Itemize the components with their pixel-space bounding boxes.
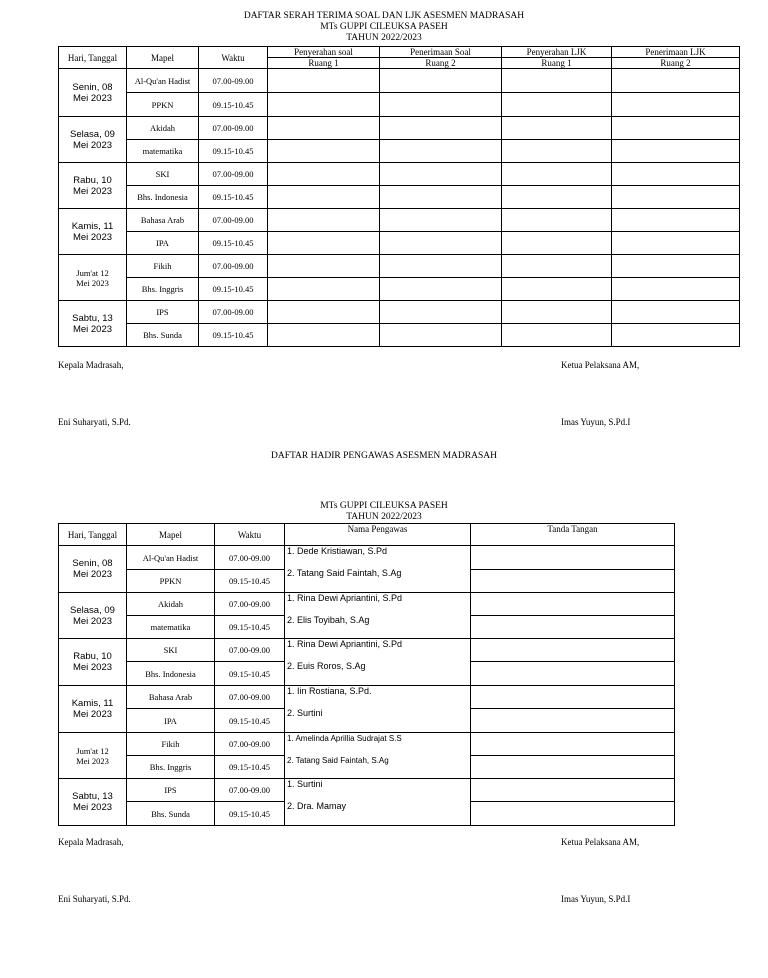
table-row	[59, 186, 740, 209]
table-row	[59, 140, 740, 163]
supervisor-name: 1. Surtini	[287, 779, 323, 789]
empty-cell	[612, 93, 740, 117]
doc1-school-line: MTs GUPPI CILEUKSA PASEH	[320, 22, 448, 32]
empty-cell	[502, 163, 612, 186]
doc2-right-name: Imas Yuyun, S.Pd.I	[561, 894, 631, 904]
time-cell: 07.00-09.00	[199, 69, 268, 93]
empty-cell	[380, 93, 502, 117]
subject-cell: Akidah	[127, 117, 199, 140]
doc1-right-name: Imas Yuyun, S.Pd.I	[561, 417, 631, 427]
subject-cell: PPKN	[127, 93, 199, 117]
col-time-header: Waktu	[199, 47, 268, 69]
doc1-title-line: DAFTAR SERAH TERIMA SOAL DAN LJK ASESMEN MADRASAH	[243, 11, 525, 21]
date-text: Mei 2023	[72, 662, 113, 673]
table-row	[59, 69, 740, 93]
doc1-year-line: TAHUN 2022/2023	[346, 33, 422, 43]
subject-cell: matematika	[127, 140, 199, 163]
handover-table	[58, 46, 740, 347]
day-text: Jum'at 12	[76, 267, 109, 278]
empty-cell	[502, 93, 612, 117]
subject-cell: IPS	[127, 779, 215, 802]
time-cell: 07.00-09.00	[199, 301, 268, 324]
subject-cell: SKI	[127, 163, 199, 186]
day-cell	[59, 546, 127, 593]
supervisor-name: 2. Tatang Said Faintah, S.Ag	[287, 756, 389, 765]
empty-cell	[502, 69, 612, 93]
empty-cell	[502, 140, 612, 163]
empty-cell	[268, 163, 380, 186]
date-text: Mei 2023	[72, 802, 113, 813]
empty-cell	[380, 186, 502, 209]
subject-cell: Bhs. Inggris	[127, 756, 215, 779]
doc2-right-role: Ketua Pelaksana AM,	[561, 837, 640, 847]
day-cell	[59, 779, 127, 826]
doc1-left-role: Kepala Madrasah,	[58, 360, 124, 370]
time-cell: 09.15-10.45	[215, 616, 285, 639]
empty-cell	[502, 255, 612, 278]
subject-cell: PPKN	[127, 570, 215, 593]
doc2-year-line: TAHUN 2022/2023	[346, 512, 422, 522]
table-row	[59, 546, 675, 570]
table-row	[59, 278, 740, 301]
date-text: Mei 2023	[72, 709, 113, 720]
subject-cell: SKI	[127, 639, 215, 662]
day-cell	[59, 593, 127, 639]
time-cell: 09.15-10.45	[215, 662, 285, 686]
time-cell: 09.15-10.45	[215, 802, 285, 826]
subject-cell: IPA	[127, 232, 199, 255]
doc1-title	[0, 11, 768, 44]
empty-cell	[268, 301, 380, 324]
date-text: Mei 2023	[72, 185, 113, 197]
empty-cell	[612, 278, 740, 301]
empty-cell	[612, 69, 740, 93]
col-day-header: Hari, Tanggal	[59, 524, 127, 546]
empty-cell	[612, 209, 740, 232]
day-text: Sabtu, 13	[72, 791, 113, 802]
subject-cell: IPA	[127, 709, 215, 733]
doc2-left-role: Kepala Madrasah,	[58, 837, 124, 847]
time-cell: 09.15-10.45	[199, 232, 268, 255]
signature-cell[interactable]	[471, 616, 675, 639]
time-cell: 09.15-10.45	[215, 709, 285, 733]
signature-cell[interactable]	[471, 639, 675, 662]
group-header: Penyerahan LJK	[502, 47, 612, 58]
col-time-header: Waktu	[215, 524, 285, 546]
supervisor-name: 1. Rina Dewi Apriantini, S.Pd	[287, 639, 403, 649]
subject-cell: Bahasa Arab	[127, 686, 215, 709]
empty-cell	[612, 324, 740, 347]
empty-cell	[612, 186, 740, 209]
supervisor-table	[58, 523, 675, 826]
day-text: Jum'at 12	[76, 745, 109, 756]
empty-cell	[268, 232, 380, 255]
empty-cell	[268, 93, 380, 117]
table-row	[59, 639, 675, 662]
subject-cell: Bhs. Sunda	[127, 802, 215, 826]
time-cell: 09.15-10.45	[215, 570, 285, 593]
table-row	[59, 593, 675, 616]
empty-cell	[612, 117, 740, 140]
col-signature-header: Tanda Tangan	[471, 524, 675, 546]
date-text: Mei 2023	[72, 615, 113, 627]
day-text: Rabu, 10	[73, 651, 112, 662]
table-row	[59, 255, 740, 278]
empty-cell	[612, 140, 740, 163]
time-cell: 07.00-09.00	[215, 733, 285, 756]
supervisor-name: 1. Iin Rostiana, S.Pd.	[287, 686, 372, 696]
group-header: Penyerahan soal	[268, 47, 380, 58]
subject-cell: Bhs. Indonesia	[127, 186, 199, 209]
empty-cell	[380, 278, 502, 301]
room-header: Ruang 2	[380, 58, 502, 69]
empty-cell	[268, 117, 380, 140]
table-row	[59, 93, 740, 117]
date-text: Mei 2023	[72, 139, 113, 151]
empty-cell	[502, 186, 612, 209]
subject-cell: Bhs. Inggris	[127, 278, 199, 301]
day-cell	[59, 69, 127, 117]
day-text: Selasa, 09	[70, 128, 115, 140]
supervisor-header-row	[59, 524, 675, 546]
time-cell: 09.15-10.45	[199, 324, 268, 347]
time-cell: 09.15-10.45	[199, 186, 268, 209]
signature-cell[interactable]	[471, 662, 675, 686]
empty-cell	[502, 324, 612, 347]
group-header: Penerimaan Soal	[380, 47, 502, 58]
handover-header-row	[59, 47, 740, 58]
time-cell: 07.00-09.00	[215, 593, 285, 616]
day-cell	[59, 117, 127, 163]
time-cell: 07.00-09.00	[215, 639, 285, 662]
day-text: Kamis, 11	[71, 698, 114, 709]
day-text: Senin, 08	[72, 81, 113, 93]
day-cell	[59, 733, 127, 779]
supervisor-name: 2. Surtini	[287, 708, 323, 718]
table-row	[59, 232, 740, 255]
supervisor-cell	[285, 546, 471, 593]
date-text: Mei 2023	[76, 277, 109, 288]
supervisor-name: 1. Amelinda Aprillia Sudrajat S.S	[287, 734, 402, 743]
signature-cell[interactable]	[471, 546, 675, 570]
empty-cell	[612, 301, 740, 324]
time-cell: 07.00-09.00	[199, 255, 268, 278]
empty-cell	[380, 324, 502, 347]
room-header: Ruang 1	[268, 58, 380, 69]
time-cell: 07.00-09.00	[199, 117, 268, 140]
day-text: Sabtu, 13	[72, 312, 113, 324]
day-cell	[59, 163, 127, 209]
doc2-title: DAFTAR HADIR PENGAWAS ASESMEN MADRASAH	[271, 451, 497, 461]
time-cell: 07.00-09.00	[215, 546, 285, 570]
empty-cell	[502, 232, 612, 255]
table-row	[59, 686, 675, 709]
empty-cell	[502, 278, 612, 301]
empty-cell	[612, 255, 740, 278]
empty-cell	[612, 232, 740, 255]
time-cell: 09.15-10.45	[199, 278, 268, 301]
table-row	[59, 779, 675, 802]
room-header: Ruang 2	[612, 58, 740, 69]
supervisor-cell	[285, 686, 471, 733]
doc2-left-name: Eni Suharyati, S.Pd.	[58, 894, 131, 904]
signature-cell[interactable]	[471, 756, 675, 779]
day-cell	[59, 255, 127, 301]
supervisor-name: 1. Rina Dewi Apriantini, S.Pd	[287, 593, 403, 603]
subject-cell: IPS	[127, 301, 199, 324]
subject-cell: Bhs. Sunda	[127, 324, 199, 347]
time-cell: 07.00-09.00	[215, 779, 285, 802]
subject-cell: Al-Qu'an Hadist	[127, 546, 215, 570]
empty-cell	[380, 255, 502, 278]
table-row	[59, 324, 740, 347]
signature-cell[interactable]	[471, 570, 675, 593]
time-cell: 07.00-09.00	[199, 163, 268, 186]
table-row	[59, 733, 675, 756]
col-subject-header: Mapel	[127, 524, 215, 546]
empty-cell	[380, 209, 502, 232]
subject-cell: Fikih	[127, 255, 199, 278]
room-header: Ruang 1	[502, 58, 612, 69]
time-cell: 09.15-10.45	[199, 93, 268, 117]
day-text: Rabu, 10	[73, 174, 112, 186]
empty-cell	[268, 324, 380, 347]
time-cell: 09.15-10.45	[215, 756, 285, 779]
supervisor-name: 2. Elis Toyibah, S.Ag	[287, 615, 370, 625]
day-text: Senin, 08	[72, 558, 113, 569]
signature-cell[interactable]	[471, 733, 675, 756]
supervisor-name: 2. Dra. Mamay	[287, 801, 347, 811]
supervisor-cell	[285, 639, 471, 686]
time-cell: 09.15-10.45	[199, 140, 268, 163]
subject-cell: matematika	[127, 616, 215, 639]
subject-cell: Bhs. Indonesia	[127, 662, 215, 686]
supervisor-name: 2. Tatang Said Faintah, S.Ag	[287, 568, 402, 578]
doc2-school-line: MTs GUPPI CILEUKSA PASEH	[320, 501, 448, 511]
col-subject-header: Mapel	[127, 47, 199, 69]
date-text: Mei 2023	[72, 231, 113, 243]
table-row	[59, 209, 740, 232]
signature-cell[interactable]	[471, 686, 675, 709]
day-cell	[59, 209, 127, 255]
signature-cell[interactable]	[471, 802, 675, 826]
subject-cell: Al-Qu'an Hadist	[127, 69, 199, 93]
doc1-right-role: Ketua Pelaksana AM,	[561, 360, 640, 370]
supervisor-name: 2. Euis Roros, S.Ag	[287, 661, 366, 671]
time-cell: 07.00-09.00	[215, 686, 285, 709]
day-text: Kamis, 11	[71, 220, 114, 232]
subject-cell: Bahasa Arab	[127, 209, 199, 232]
signature-cell[interactable]	[471, 709, 675, 733]
day-cell	[59, 686, 127, 733]
col-day-header: Hari, Tanggal	[59, 47, 127, 69]
empty-cell	[268, 209, 380, 232]
signature-cell[interactable]	[471, 593, 675, 616]
day-text: Selasa, 09	[70, 604, 115, 616]
empty-cell	[380, 117, 502, 140]
date-text: Mei 2023	[72, 323, 113, 335]
empty-cell	[268, 186, 380, 209]
doc1-left-name: Eni Suharyati, S.Pd.	[58, 417, 131, 427]
doc2-subtitle	[0, 501, 768, 523]
empty-cell	[268, 278, 380, 301]
supervisor-cell	[285, 733, 471, 779]
empty-cell	[502, 209, 612, 232]
empty-cell	[612, 163, 740, 186]
table-row	[59, 301, 740, 324]
empty-cell	[380, 69, 502, 93]
date-text: Mei 2023	[72, 569, 113, 580]
empty-cell	[380, 301, 502, 324]
date-text: Mei 2023	[72, 92, 113, 104]
empty-cell	[268, 69, 380, 93]
date-text: Mei 2023	[76, 755, 109, 766]
table-row	[59, 163, 740, 186]
signature-cell[interactable]	[471, 779, 675, 802]
table-row	[59, 117, 740, 140]
day-cell	[59, 301, 127, 347]
empty-cell	[380, 163, 502, 186]
empty-cell	[380, 140, 502, 163]
subject-cell: Fikih	[127, 733, 215, 756]
supervisor-cell	[285, 779, 471, 826]
col-supervisor-header: Nama Pengawas	[285, 524, 471, 546]
empty-cell	[380, 232, 502, 255]
day-cell	[59, 639, 127, 686]
group-header: Penerimaan LJK	[612, 47, 740, 58]
time-cell: 07.00-09.00	[199, 209, 268, 232]
empty-cell	[268, 140, 380, 163]
empty-cell	[502, 117, 612, 140]
empty-cell	[268, 255, 380, 278]
supervisor-cell	[285, 593, 471, 639]
empty-cell	[502, 301, 612, 324]
supervisor-name: 1. Dede Kristiawan, S.Pd	[287, 546, 388, 556]
subject-cell: Akidah	[127, 593, 215, 616]
